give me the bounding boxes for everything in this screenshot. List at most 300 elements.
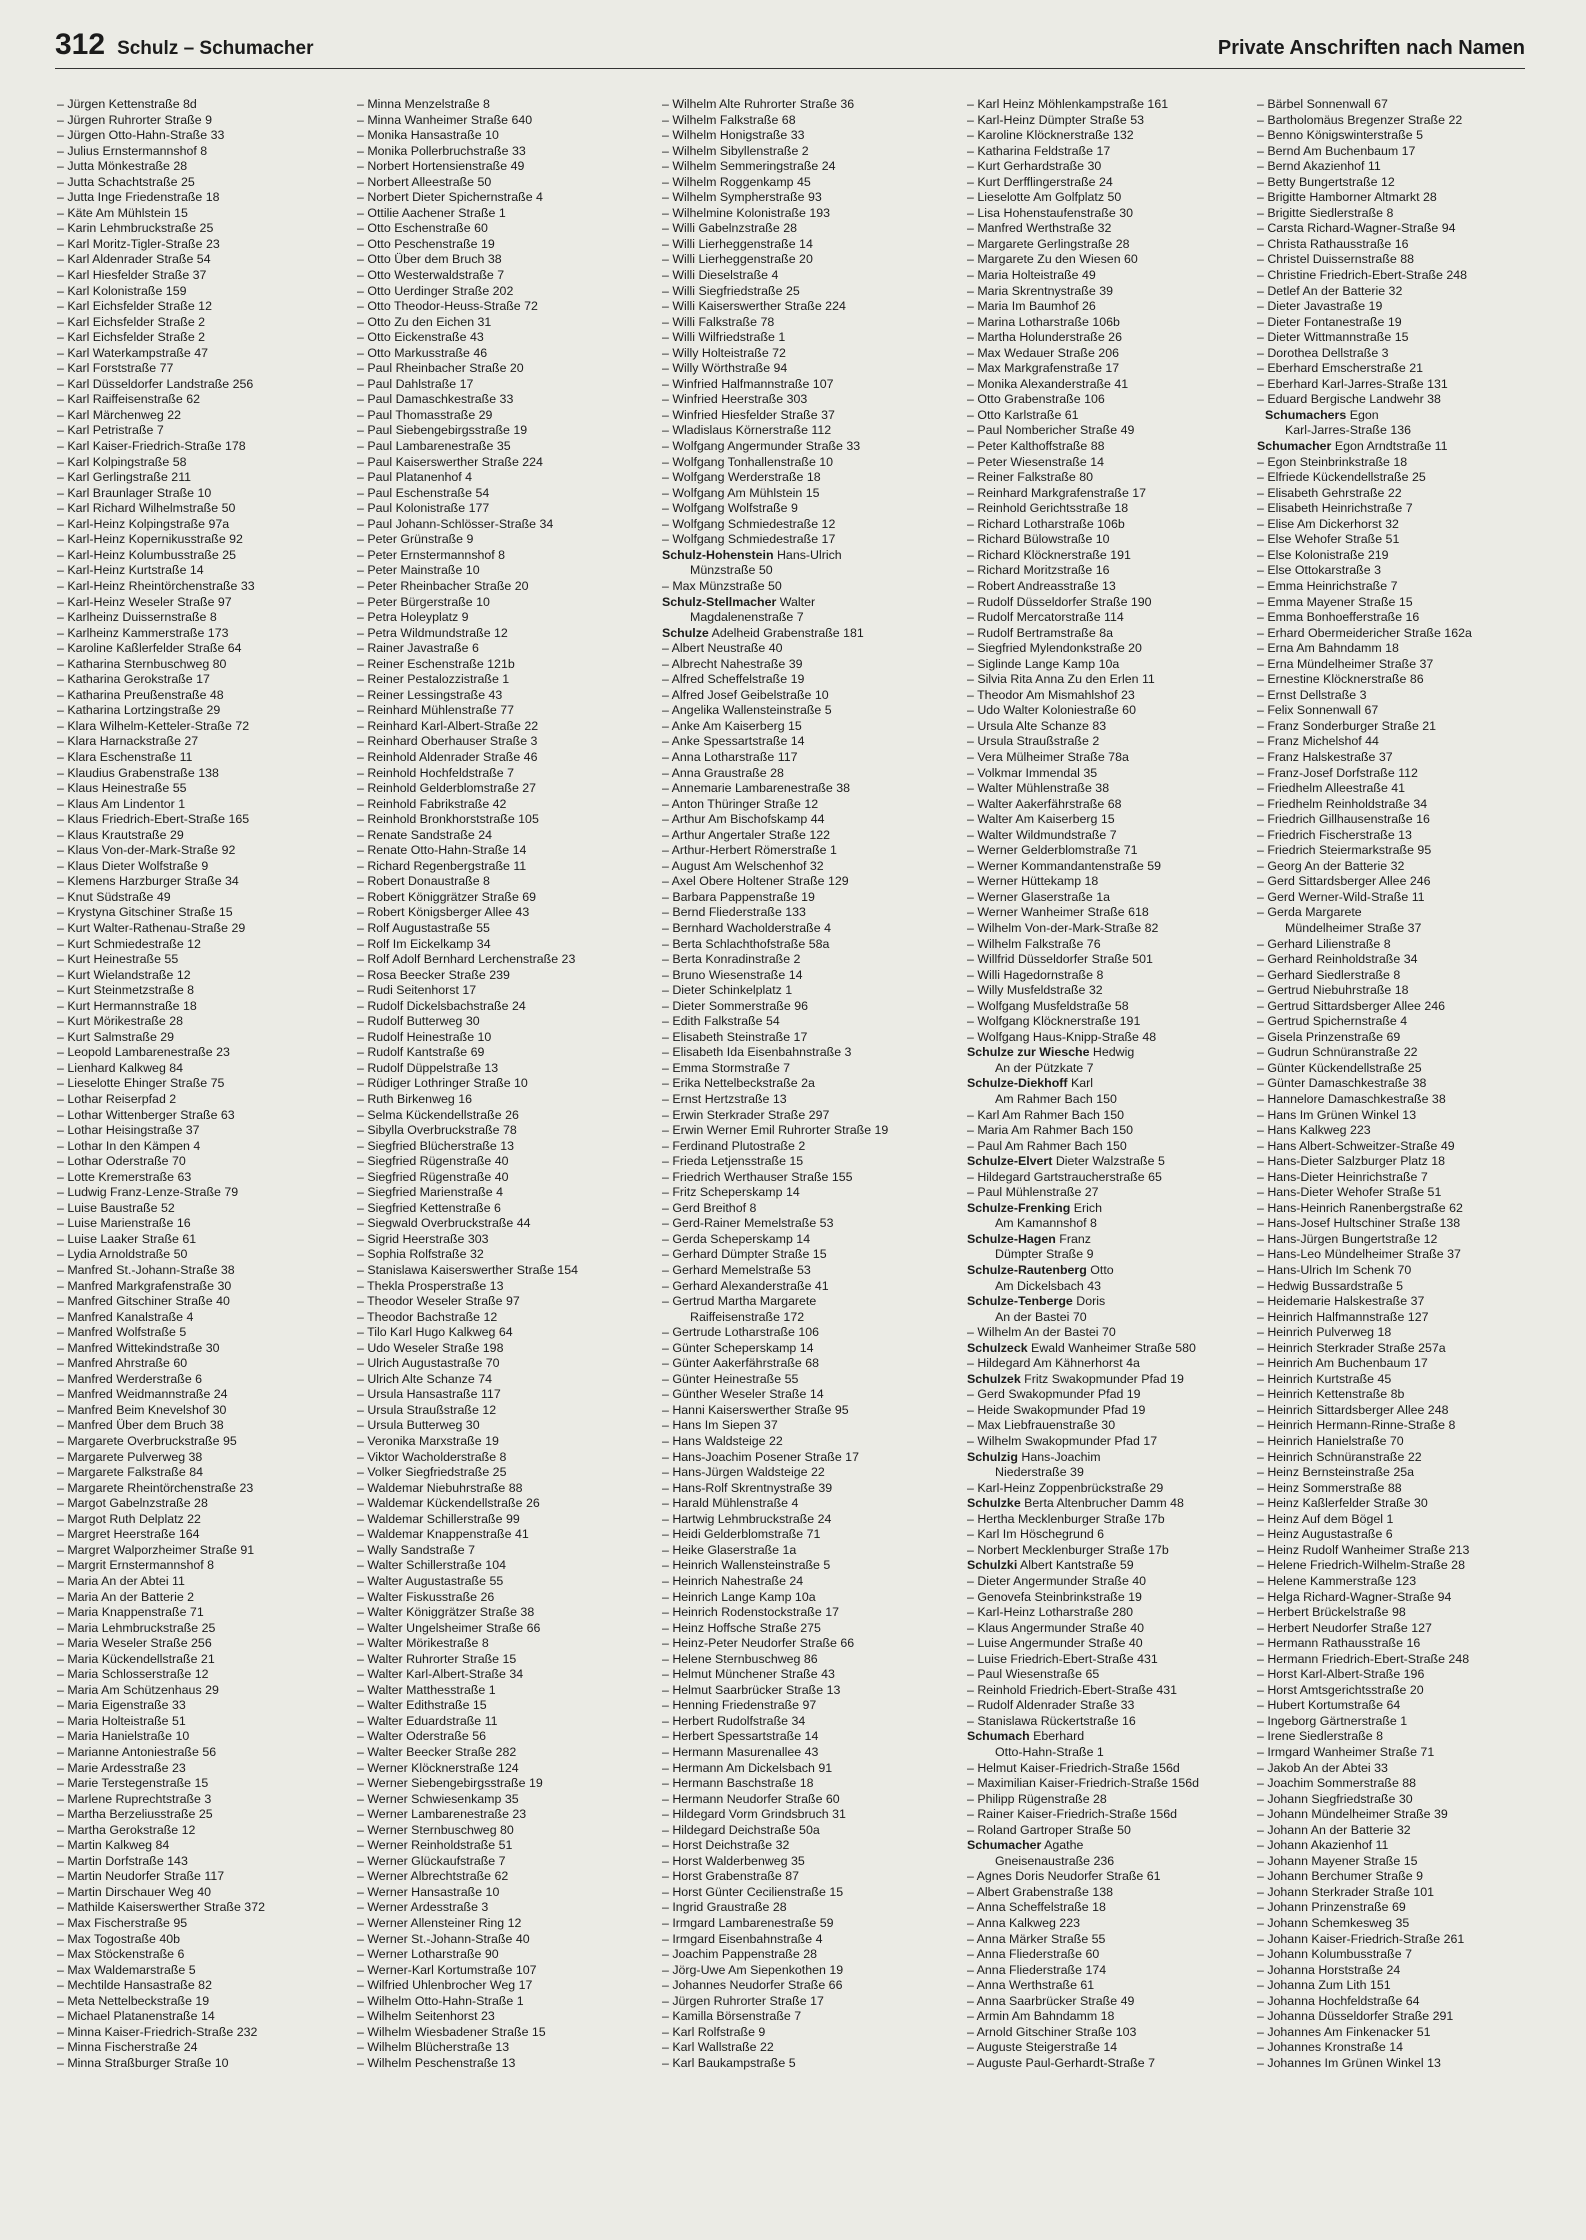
entry-line: – Heinrich Halfmannstraße 127 [1257, 1309, 1429, 1324]
entry-line: – Elfriede Kückendellstraße 25 [1257, 470, 1426, 485]
surname-heading [967, 1838, 1257, 1854]
entry-line: – Christine Friedrich-Ebert-Straße 248 [1257, 268, 1468, 283]
entry-line: – Ursula Straußstraße 2 [967, 734, 1100, 749]
entry-line: – Walter Augustastraße 55 [357, 1573, 504, 1588]
entry-line: – Ludwig Franz-Lenze-Straße 79 [57, 1185, 239, 1200]
entry-line: – Dieter Javastraße 19 [1257, 299, 1383, 314]
entry-line: – Wilhelm An der Bastei 70 [967, 1325, 1116, 1340]
entry-line: – Otto Eschenstraße 60 [357, 221, 488, 236]
entry-line: – Rudolf Düppelstraße 13 [357, 1060, 499, 1075]
entry-line: – Minna Kaiser-Friedrich-Straße 232 [57, 2024, 258, 2039]
entry-line: – Arthur Angertaler Straße 122 [662, 827, 831, 842]
entry-line: – Rolf Augustastraße 55 [357, 920, 490, 935]
entry-line: – Emma Bonhoefferstraße 16 [1257, 610, 1420, 625]
entry-line: – Berta Konradinstraße 2 [662, 952, 801, 967]
entry-line: – Manfred Wolfstraße 5 [57, 1325, 187, 1340]
entry-line: – Heinrich Kettenstraße 8b [1257, 1387, 1405, 1402]
entry-line: – Hans-Dieter Wehofer Straße 51 [1257, 1185, 1442, 1200]
entry-line: – Werner Schwiesenkamp 35 [357, 1791, 519, 1806]
entry-line: – Alfred Josef Geibelstraße 10 [662, 687, 829, 702]
entry-line: – Paul Thomasstraße 29 [357, 407, 493, 422]
entry-line: – Franz-Josef Dorfstraße 112 [1257, 765, 1418, 780]
entry-line: – Michael Platanenstraße 14 [57, 2009, 215, 2024]
surname-heading [1257, 408, 1547, 424]
entry-line: – Renate Otto-Hahn-Straße 14 [357, 843, 527, 858]
entry-line: – Udo Walter Koloniestraße 60 [967, 703, 1136, 718]
entry-line: – Werner Siebengebirgsstraße 19 [357, 1776, 543, 1791]
entry-line: – Karl Märchenweg 22 [57, 407, 181, 422]
entry-line: – Wolfgang Musfeldstraße 58 [967, 998, 1129, 1013]
entry-line: – Wilhelmine Kolonistraße 193 [662, 205, 831, 220]
entry-line: – Margarete Falkstraße 84 [57, 1465, 203, 1480]
entry-line: – Klaus Von-der-Mark-Straße 92 [57, 843, 236, 858]
surname-heading [967, 1450, 1257, 1466]
entry-line: – Reinhold Friedrich-Ebert-Straße 431 [967, 1682, 1178, 1697]
entry-line: – Paul Platanenhof 4 [357, 470, 473, 485]
entry-line: – Ferdinand Plutostraße 2 [662, 1138, 806, 1153]
entry-line: – Heinrich Lange Kamp 10a [662, 1589, 816, 1604]
entry-line: – Tilo Karl Hugo Kalkweg 64 [357, 1325, 513, 1340]
entry-line: – Lothar Oderstraße 70 [57, 1154, 186, 1169]
entry-line: – Lydia Arnoldstraße 50 [57, 1247, 188, 1262]
entry-line: – Kamilla Börsenstraße 7 [662, 2009, 802, 2024]
entry-line: – Heinz Kaßlerfelder Straße 30 [1257, 1496, 1428, 1511]
entry-line: – Elisabeth Ida Eisenbahnstraße 3 [662, 1045, 852, 1060]
entry-line: – Stanislawa Rückertstraße 16 [967, 1713, 1136, 1728]
entry-line: – Manfred Wittekindstraße 30 [57, 1340, 220, 1355]
entry-line: – Paul Nombericher Straße 49 [967, 423, 1135, 438]
entry-line: – Maria Schlosserstraße 12 [57, 1667, 209, 1682]
entry-line: – Hans-Dieter Salzburger Platz 18 [1257, 1154, 1446, 1169]
entry-line: – Walter Edithstraße 15 [357, 1698, 487, 1713]
entry-line: – Edith Falkstraße 54 [662, 1014, 780, 1029]
entry-line: – Otto Über dem Bruch 38 [357, 252, 502, 267]
entry-line: – Werner Ardesstraße 3 [357, 1900, 489, 1915]
entry-line: – Johanna Düsseldorfer Straße 291 [1257, 2009, 1454, 2024]
surname: Schulzeck [967, 1340, 1028, 1355]
entry-line: – Karl Forststraße 77 [57, 361, 174, 376]
entry-line: – Herbert Neudorfer Straße 127 [1257, 1620, 1432, 1635]
entry-line: – Otto Markusstraße 46 [357, 345, 488, 360]
entry-line: – Emma Stormstraße 7 [662, 1060, 791, 1075]
entry-line: – Waldemar Schillerstraße 99 [357, 1511, 520, 1526]
surname-heading [967, 1263, 1257, 1279]
entry-line: – Heidi Gelderblomstraße 71 [662, 1527, 821, 1542]
entry-line: – Johann Sterkrader Straße 101 [1257, 1884, 1435, 1899]
entry-line: – Axel Obere Holtener Straße 129 [662, 874, 849, 889]
entry-line: – Hans-Jürgen Waldsteige 22 [662, 1465, 825, 1480]
entry-line: – Lothar Heisingstraße 37 [57, 1123, 200, 1138]
entry-detail: Hans-Joachim [1017, 1449, 1101, 1464]
surname: Schumacher [967, 1838, 1042, 1853]
entry-line: – Willy Wörthstraße 94 [662, 361, 788, 376]
entry-line: – Richard Regenbergstraße 11 [357, 858, 527, 873]
entry-detail: Walter [776, 594, 816, 609]
entry-continuation: An der Pützkate 7 [995, 1060, 1094, 1075]
entry-line: – Max Münzstraße 50 [662, 578, 782, 593]
entry-line: – Max Wedauer Straße 206 [967, 345, 1119, 360]
entry-line: – Maria Knappenstraße 71 [57, 1605, 204, 1620]
entry-line: – Maria Kückendellstraße 21 [57, 1651, 215, 1666]
entry-line: – Gerd Werner-Wild-Straße 11 [1257, 889, 1425, 904]
entry-line: – Kurt Mörikestraße 28 [57, 1014, 184, 1029]
entry-detail: Dieter Walzstraße 5 [1052, 1154, 1165, 1169]
surname: Schumacher [1257, 439, 1332, 454]
entry-line: – Dieter Sommerstraße 96 [662, 998, 808, 1013]
entry-line: – Ingrid Graustraße 28 [662, 1900, 787, 1915]
entry-line: – Kurt Derfflingerstraße 24 [967, 174, 1113, 189]
entry-line: – Christa Rathausstraße 16 [1257, 236, 1409, 251]
entry-line: – Brigitte Hamborner Altmarkt 28 [1257, 190, 1437, 205]
entry-line: – Horst Deichstraße 32 [662, 1838, 790, 1853]
entry-line: – Walter Beecker Straße 282 [357, 1744, 517, 1759]
entry-line: – Lieselotte Ehinger Straße 75 [57, 1076, 225, 1091]
entry-line: – Walter Wildmundstraße 7 [967, 827, 1117, 842]
entry-line: – Walter Ungelsheimer Straße 66 [357, 1620, 541, 1635]
surname-heading [967, 1729, 1257, 1745]
entry-line: – Paul Am Rahmer Bach 150 [967, 1138, 1127, 1153]
entry-line: – Klara Harnackstraße 27 [57, 734, 199, 749]
entry-line: – Otto Eickenstraße 43 [357, 330, 484, 345]
entry-line: – Johann Berchumer Straße 9 [1257, 1869, 1423, 1884]
entry-line: – Ursula Alte Schanze 83 [967, 718, 1107, 733]
entry-line: – Peter Ernstermannshof 8 [357, 547, 506, 562]
entry-line: – Ulrich Augustastraße 70 [357, 1356, 500, 1371]
entry-line: – Auguste Paul-Gerhardt-Straße 7 [967, 2055, 1156, 2070]
entry-line: – Bärbel Sonnenwall 67 [1257, 97, 1388, 111]
entry-line: – Siegfried Kettenstraße 6 [357, 1200, 501, 1215]
entry-line: – Dieter Wittmannstraße 15 [1257, 330, 1409, 345]
entry-line: – Gerhard Memelstraße 53 [662, 1263, 811, 1278]
entry-line: – Dieter Angermunder Straße 40 [967, 1573, 1147, 1588]
entry-line: – Maria Am Rahmer Bach 150 [967, 1123, 1133, 1138]
entry-line: – Jürgen Ruhrorter Straße 9 [57, 112, 212, 127]
entry-line: – Wolfgang Angermunder Straße 33 [662, 439, 861, 454]
entry-line: – Anna Graustraße 28 [662, 765, 784, 780]
entry-line: – Hans-Dieter Heinrichstraße 7 [1257, 1169, 1428, 1184]
entry-line: – Gertrude Lotharstraße 106 [662, 1325, 820, 1340]
entry-line: – Rüdiger Lothringer Straße 10 [357, 1076, 528, 1091]
entry-line: – Reinhold Fabrikstraße 42 [357, 796, 507, 811]
entry-line: – Werner-Karl Kortumstraße 107 [357, 1962, 537, 1977]
entry-line: – Walter Ruhrorter Straße 15 [357, 1651, 517, 1666]
entry-line: – Helene Kammerstraße 123 [1257, 1573, 1417, 1588]
entry-line: – Günter Scheperskamp 14 [662, 1340, 814, 1355]
entry-line: – Minna Straßburger Straße 10 [57, 2055, 229, 2070]
entry-line: – Peter Mainstraße 10 [357, 563, 480, 578]
entry-line: – Margarete Rheintörchenstraße 23 [57, 1480, 254, 1495]
entry-continuation: Raiffeisenstraße 172 [690, 1309, 805, 1324]
entry-line: – Norbert Hortensienstraße 49 [357, 159, 525, 174]
entry-line: – Karl Braunlager Straße 10 [57, 485, 212, 500]
entry-line: – Hermann Rathausstraße 16 [1257, 1636, 1421, 1651]
entry-line: – Luise Marienstraße 16 [57, 1216, 191, 1231]
surname-heading [1257, 439, 1547, 455]
entry-line: – Martin Kalkweg 84 [57, 1838, 170, 1853]
surname: Schulze [662, 625, 709, 640]
surname: Schulze zur Wiesche [967, 1045, 1090, 1060]
page-header-left [55, 28, 313, 62]
entry-line: – Johannes Kronstraße 14 [1257, 2040, 1404, 2055]
entry-continuation: Am Dickelsbach 43 [995, 1278, 1102, 1293]
entry-line: – Brigitte Siedlerstraße 8 [1257, 205, 1394, 220]
entry-line: – Paul Kaiserswerther Straße 224 [357, 454, 543, 469]
name-range: Schulz – Schumacher [117, 38, 314, 59]
entry-line: – Hans Im Siepen 37 [662, 1418, 778, 1433]
entry-line: – Gerd-Rainer Memelstraße 53 [662, 1216, 834, 1231]
entry-line: – Hans-Jürgen Bungertstraße 12 [1257, 1231, 1438, 1246]
entry-line: – Detlef An der Batterie 32 [1257, 283, 1403, 298]
entry-line: – Marianne Antoniestraße 56 [57, 1744, 217, 1759]
entry-line: – Hertha Mecklenburger Straße 17b [967, 1511, 1165, 1526]
entry-line: – Karl-Heinz Dümpter Straße 53 [967, 112, 1144, 127]
entry-line: – Irene Siedlerstraße 8 [1257, 1729, 1384, 1744]
entry-line: – Elisabeth Steinstraße 17 [662, 1029, 808, 1044]
entry-line: – Lienhard Kalkweg 84 [57, 1060, 184, 1075]
entry-line: – Margarete Zu den Wiesen 60 [967, 252, 1138, 267]
entry-line: – Willi Dieselstraße 4 [662, 268, 779, 283]
surname: Schumachers [1265, 407, 1347, 422]
entry-line: – Luise Friedrich-Ebert-Straße 431 [967, 1651, 1158, 1666]
entry-line: – Otto Westerwaldstraße 7 [357, 268, 505, 283]
entry-line: – Gertrud Niebuhrstraße 18 [1257, 983, 1409, 998]
entry-line: – Reinhold Bronkhorststraße 105 [357, 812, 539, 827]
entry-line: – Norbert Alleestraße 50 [357, 174, 492, 189]
entry-line: – Wilhelm Alte Ruhrorter Straße 36 [662, 97, 855, 111]
entry-line: – Manfred Kanalstraße 4 [57, 1309, 194, 1324]
entry-line: – Karl Eichsfelder Straße 12 [57, 299, 212, 314]
entry-detail: Doris [1072, 1294, 1106, 1309]
entry-line: – Paul Lambarenestraße 35 [357, 439, 511, 454]
entry-line: – Peter Grünstraße 9 [357, 532, 474, 547]
entry-line: – Katharina Preußenstraße 48 [57, 687, 224, 702]
entry-line: – Friedrich Gillhausenstraße 16 [1257, 812, 1430, 827]
entry-line: – Wolfgang Tonhallenstraße 10 [662, 454, 834, 469]
entry-detail: Adelheid Grabenstraße 181 [708, 625, 864, 640]
surname-heading [662, 595, 952, 611]
entry-line: – Paul Wiesenstraße 65 [967, 1667, 1100, 1682]
entry-continuation: Magdalenenstraße 7 [690, 610, 804, 625]
entry-line: – Bernd Akazienhof 11 [1257, 159, 1381, 174]
entry-line: – Rudolf Mercatorstraße 114 [967, 610, 1124, 625]
entry-line: – Klaus Am Lindentor 1 [57, 796, 186, 811]
entry-line: – Gertrud Spichernstraße 4 [1257, 1014, 1408, 1029]
entry-line: – Luise Baustraße 52 [57, 1200, 175, 1215]
entry-line: – Hildegard Gartstraucherstraße 65 [967, 1169, 1162, 1184]
entry-line: – Wolfgang Wolfstraße 9 [662, 501, 798, 516]
entry-line: – Paul Eschenstraße 54 [357, 485, 490, 500]
entry-line: – Johann Kolumbusstraße 7 [1257, 1947, 1412, 1962]
entry-line: – Günter Kückendellstraße 25 [1257, 1060, 1422, 1075]
entry-line: – Norbert Dieter Spichernstraße 4 [357, 190, 543, 205]
entry-detail: Franz [1055, 1231, 1091, 1246]
entry-line: – Jutta Inge Friedenstraße 18 [57, 190, 220, 205]
entry-line: – Jakob An der Abtei 33 [1257, 1760, 1388, 1775]
entry-line: – Peter Wiesenstraße 14 [967, 454, 1105, 469]
entry-line: – Max Markgrafenstraße 17 [967, 361, 1120, 376]
entry-line: – Wilhelm Von-der-Mark-Straße 82 [967, 920, 1159, 935]
entry-line: – Hildegard Vorm Grindsbruch 31 [662, 1807, 846, 1822]
entry-line: – Bruno Wiesenstraße 14 [662, 967, 803, 982]
entry-line: – Karl Im Höschegrund 6 [967, 1527, 1105, 1542]
entry-line: – Otto Peschenstraße 19 [357, 236, 495, 251]
entry-line: – Walter Matthesstraße 1 [357, 1682, 496, 1697]
entry-line: – Reiner Falkstraße 80 [967, 470, 1094, 485]
entry-line: – Karl-Heinz Kolpingstraße 97a [57, 516, 230, 531]
surname-heading [967, 1076, 1257, 1092]
entry-detail: Albert Kantstraße 59 [1017, 1558, 1134, 1573]
entry-line: – Wilhelm Seitenhorst 23 [357, 2009, 495, 2024]
entry-line: – Lothar Wittenberger Straße 63 [57, 1107, 235, 1122]
entry-line: – Paul Dahlstraße 17 [357, 376, 474, 391]
entry-line: – Margot Ruth Delplatz 22 [57, 1511, 201, 1526]
entry-line: – Reiner Pestalozzistraße 1 [357, 672, 510, 687]
entry-line: – Willfrid Düsseldorfer Straße 501 [967, 952, 1153, 967]
entry-line: – Helene Friedrich-Wilhelm-Straße 28 [1257, 1558, 1465, 1573]
entry-line: – Maria An der Abtei 11 [57, 1573, 185, 1588]
entry-line: – Werner St.-Johann-Straße 40 [357, 1931, 530, 1946]
entry-line: – Walter Oderstraße 56 [357, 1729, 487, 1744]
entry-line: – Klaudius Grabenstraße 138 [57, 765, 219, 780]
entry-line: – Luise Angermunder Straße 40 [967, 1636, 1143, 1651]
entry-line: – Willi Falkstraße 78 [662, 314, 775, 329]
entry-line: – Emma Heinrichstraße 7 [1257, 578, 1398, 593]
surname: Schulzig [967, 1449, 1018, 1464]
surname-heading [967, 1341, 1257, 1357]
entry-line: – Rudolf Kantstraße 69 [357, 1045, 485, 1060]
column-5 [1257, 97, 1547, 2071]
entry-line: – Robert Donaustraße 8 [357, 874, 490, 889]
entry-line: – Peter Bürgerstraße 10 [357, 594, 490, 609]
entry-line: – Willi Hagedornstraße 8 [967, 967, 1104, 982]
entry-detail: Hans-Ulrich [773, 547, 842, 562]
entry-line: – Jörg-Uwe Am Siepenkothen 19 [662, 1962, 844, 1977]
entry-line: – Reiner Lessingstraße 43 [357, 687, 503, 702]
entry-line: – Margarete Gerlingstraße 28 [967, 236, 1130, 251]
entry-line: – Wolfgang Schmiedestraße 17 [662, 532, 836, 547]
entry-line: – Krystyna Gitschiner Straße 15 [57, 905, 233, 920]
entry-line: – Hedwig Bussardstraße 5 [1257, 1278, 1404, 1293]
entry-line: – Armin Am Bahndamm 18 [967, 2009, 1115, 2024]
entry-line: – Marlene Ruprechtstraße 3 [57, 1791, 212, 1806]
entry-line: – Walter Karl-Albert-Straße 34 [357, 1667, 524, 1682]
entry-line: – Eduard Bergische Landwehr 38 [1257, 392, 1441, 407]
entry-line: – Maximilian Kaiser-Friedrich-Straße 156d [967, 1776, 1200, 1791]
entry-line: – Gisela Prinzenstraße 69 [1257, 1029, 1401, 1044]
entry-line: – Günther Weseler Straße 14 [662, 1387, 824, 1402]
entry-line: – Reinhard Karl-Albert-Straße 22 [357, 718, 539, 733]
entry-continuation: Mündelheimer Straße 37 [1285, 920, 1422, 935]
entry-line: – Reinhold Aldenrader Straße 46 [357, 749, 538, 764]
entry-line: – Jutta Schachtstraße 25 [57, 174, 195, 189]
entry-line: – Albert Grabenstraße 138 [967, 1884, 1114, 1899]
entry-line: – Katharina Sternbuschweg 80 [57, 656, 227, 671]
entry-line: – Karl-Heinz Weseler Straße 97 [57, 594, 232, 609]
entry-line: – Otto Theodor-Heuss-Straße 72 [357, 299, 538, 314]
entry-line: – Dieter Schinkelplatz 1 [662, 983, 793, 998]
entry-line: – Karl Rolfstraße 9 [662, 2024, 766, 2039]
entry-line: – Heike Glaserstraße 1a [662, 1542, 797, 1557]
entry-line: – Rolf Adolf Bernhard Lerchenstraße 23 [357, 952, 576, 967]
entry-line: – Maria Im Baumhof 26 [967, 299, 1096, 314]
entry-line: – Hermann Neudorfer Straße 60 [662, 1791, 840, 1806]
entry-line: – Gerda Margarete [1257, 905, 1362, 920]
entry-line: – Karl Düsseldorfer Landstraße 256 [57, 376, 254, 391]
page-number: 312 [55, 28, 106, 61]
entry-line: – Roland Gartroper Straße 50 [967, 1822, 1131, 1837]
entry-line: – Hans-Rolf Skrentnystraße 39 [662, 1480, 833, 1495]
entry-line: – Hubert Kortumstraße 64 [1257, 1698, 1401, 1713]
entry-line: – Kurt Hermannstraße 18 [57, 998, 197, 1013]
entry-line: – Ursula Butterweg 30 [357, 1418, 480, 1433]
entry-line: – Johanna Horststraße 24 [1257, 1962, 1401, 1977]
entry-line: – Richard Lotharstraße 106b [967, 516, 1125, 531]
entry-line: – Wally Sandstraße 7 [357, 1542, 475, 1557]
entry-line: – Klara Wilhelm-Ketteler-Straße 72 [57, 718, 250, 733]
entry-line: – Eberhard Karl-Jarres-Straße 131 [1257, 376, 1448, 391]
entry-line: – Else Kolonistraße 219 [1257, 547, 1389, 562]
entry-line: – Wladislaus Körnerstraße 112 [662, 423, 832, 438]
entry-line: – Siegwald Overbruckstraße 44 [357, 1216, 531, 1231]
entry-detail: Egon Arndtstraße 11 [1331, 439, 1448, 454]
entry-line: – Klaus Dieter Wolfstraße 9 [57, 858, 209, 873]
entry-line: – Heinrich Pulverweg 18 [1257, 1325, 1392, 1340]
entry-line: – Luise Laaker Straße 61 [57, 1231, 197, 1246]
entry-line: – Wilhelm Swakopmunder Pfad 17 [967, 1434, 1158, 1449]
entry-line: – Rudolf Butterweg 30 [357, 1014, 480, 1029]
entry-continuation: An der Bastei 70 [995, 1309, 1087, 1324]
entry-line: – Rudi Seitenhorst 17 [357, 983, 477, 998]
surname: Schulze-Diekhoff [967, 1076, 1068, 1091]
entry-line: – Waldemar Kückendellstraße 26 [357, 1496, 540, 1511]
entry-line: – Peter Kalthoffstraße 88 [967, 439, 1105, 454]
entry-line: – Karl-Heinz Kopernikusstraße 92 [57, 532, 243, 547]
entry-line: – Karoline Kaßlerfelder Straße 64 [57, 641, 242, 656]
entry-line: – Helene Sternbuschweg 86 [662, 1651, 818, 1666]
entry-line: – Walter Mörikestraße 8 [357, 1636, 489, 1651]
entry-line: – Otto Uerdinger Straße 202 [357, 283, 514, 298]
entry-line: – Karl Waterkampstraße 47 [57, 345, 209, 360]
entry-line: – Manfred Weidmannstraße 24 [57, 1387, 228, 1402]
entry-line: – Reinhard Markgrafenstraße 17 [967, 485, 1147, 500]
surname: Schulze-Elvert [967, 1154, 1053, 1169]
entry-line: – Werner Klöcknerstraße 124 [357, 1760, 519, 1775]
entry-line: – Reinhard Oberhauser Straße 3 [357, 734, 538, 749]
entry-line: – Maria Am Schützenhaus 29 [57, 1682, 219, 1697]
entry-line: – Manfred Werthstraße 32 [967, 221, 1112, 236]
entry-line: – Petra Holeyplatz 9 [357, 610, 469, 625]
entry-line: – Margret Heerstraße 164 [57, 1527, 200, 1542]
column-4 [967, 97, 1257, 2071]
entry-line: – Angelika Wallensteinstraße 5 [662, 703, 832, 718]
entry-line: – Anke Spessartstraße 14 [662, 734, 805, 749]
entry-line: – Sigrid Heerstraße 303 [357, 1231, 489, 1246]
entry-line: – Heinrich Sittardsberger Allee 248 [1257, 1402, 1449, 1417]
entry-line: – Monika Hansastraße 10 [357, 128, 499, 143]
entry-line: – Johann Prinzenstraße 69 [1257, 1900, 1406, 1915]
entry-line: – Paul Mühlenstraße 27 [967, 1185, 1099, 1200]
entry-line: – Dorothea Dellstraße 3 [1257, 345, 1389, 360]
entry-detail: Ewald Wanheimer Straße 580 [1027, 1340, 1196, 1355]
entry-line: – Erna Mündelheimer Straße 37 [1257, 656, 1434, 671]
entry-line: – Waldemar Niebuhrstraße 88 [357, 1480, 523, 1495]
entry-line: – Max Waldemarstraße 5 [57, 1962, 196, 1977]
entry-line: – Karl-Heinz Rheintörchenstraße 33 [57, 578, 255, 593]
entry-line: – Klemens Harzburger Straße 34 [57, 874, 239, 889]
entry-line: – Werner Albrechtstraße 62 [357, 1869, 509, 1884]
surname: Schulze-Tenberge [967, 1294, 1073, 1309]
entry-line: – Gerda Scheperskamp 14 [662, 1231, 811, 1246]
